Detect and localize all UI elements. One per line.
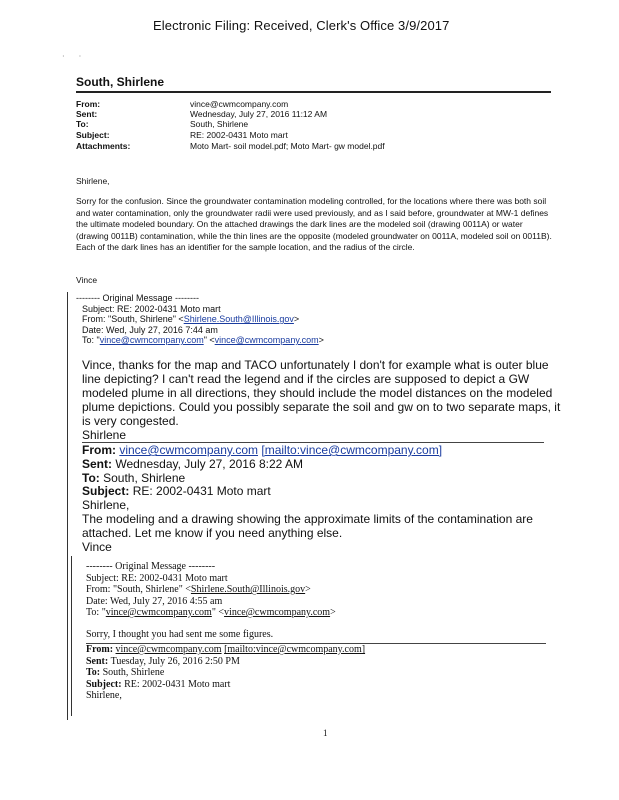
quote-from: From: "South, Shirlene" <Shirlene.South@Illinois.gov>: [86, 584, 311, 595]
quote-subject: Subject: RE: 2002-0431 Moto mart: [82, 303, 221, 314]
quote-bar-outer: [67, 292, 68, 720]
email-link[interactable]: vince@cwmcompany.com: [214, 335, 319, 345]
header-rule: [76, 91, 551, 93]
quote-subject: Subject: RE: 2002-0431 Moto mart: [86, 572, 228, 584]
quote-date: Date: Wed, July 27, 2016 4:55 am: [86, 595, 223, 607]
sent-label: Sent:: [76, 109, 98, 119]
page-number: 1: [323, 728, 328, 738]
to-value: South, Shirlene: [190, 119, 249, 129]
email-link[interactable]: vince@cwmcompany.com: [224, 607, 331, 618]
mailto-link[interactable]: [mailto:vince@cwmcompany.com]: [261, 443, 443, 457]
message-body: Vince, thanks for the map and TACO unfortunately I don't for example what is outer blue line depicting? I can't read the legend and if the circles are supposed to depict a GW modeled plume in all directions, they should include the model distances on the modeled plume depictions. Could you possibly separate the soil and gw on to two separate maps, it is very congested.: [82, 358, 561, 428]
email-link[interactable]: vince@cwmcompany.com: [105, 607, 212, 618]
quoted-message-2: [86, 561, 566, 702]
sent-value: Wednesday, July 27, 2016 11:12 AM: [190, 109, 328, 119]
to-label: To:: [76, 119, 89, 129]
signoff: Vince: [76, 275, 98, 285]
quote-to: To: "vince@cwmcompany.com" <vince@cwmcompany.com>: [82, 335, 324, 345]
from-label: From:: [76, 99, 101, 109]
reply-greeting: Shirlene,: [86, 690, 122, 701]
attachments-label: Attachments:: [76, 141, 131, 151]
quoted-message-1: [76, 293, 324, 346]
reply-from: From: vince@cwmcompany.com [mailto:vince@cwmcompany.com]: [82, 443, 443, 457]
quote-to: To: "vince@cwmcompany.com" <vince@cwmcompany.com>: [86, 607, 336, 618]
reply-subject: Subject: RE: 2002-0431 Moto mart: [86, 678, 231, 690]
email-link[interactable]: vince@cwmcompany.com: [119, 443, 259, 457]
quote-divider: -------- Original Message --------: [76, 293, 199, 303]
attachments-value: Moto Mart- soil model.pdf; Moto Mart- gw model.pdf: [190, 141, 385, 151]
subject-label: Subject:: [76, 130, 110, 140]
reply-to: To: South, Shirlene: [82, 470, 186, 485]
reply-greeting: Shirlene,: [82, 498, 130, 513]
reply-sent: Sent: Tuesday, July 26, 2016 2:50 PM: [86, 655, 240, 667]
subject-value: RE: 2002-0431 Moto mart: [190, 130, 288, 140]
reply-from: From: vince@cwmcompany.com [mailto:vince@cwmcompany.com]: [86, 644, 366, 655]
body-paragraph: Sorry for the confusion. Since the groundwater contamination modeling controlled, for the locations where there was both soil and water contamination, only the groundwater radii were used previously, and as I said before, groundwater at MW-1 defines the ultimate modeled boundary. On the attached drawings the dark lines are the modeled soil (drawing 0011A) or water (drawing 0011B) contamination, while the thin lines are the opposite (modeled groundwater on 0011A, modeled soil on 0011B). Each of the dark lines has an identifier for the sample location, and the radius of the circle.: [76, 196, 552, 252]
email-link[interactable]: vince@cwmcompany.com: [99, 335, 204, 345]
quote-message: Sorry, I thought you had sent me some figures.: [86, 628, 274, 640]
quote-date: Date: Wed, July 27, 2016 7:44 am: [82, 324, 218, 335]
quote-divider: -------- Original Message --------: [86, 561, 216, 572]
email-link[interactable]: Shirlene.South@Illinois.gov: [190, 584, 306, 595]
email-link[interactable]: vince@cwmcompany.com: [115, 644, 222, 655]
quote-from: From: "South, Shirlene" <Shirlene.South@Illinois.gov>: [82, 314, 300, 324]
shirlene-message: [82, 358, 562, 442]
quote-bar-inner: [71, 556, 72, 716]
mailto-link[interactable]: [mailto:vince@cwmcompany.com]: [224, 644, 366, 655]
reply-subject: Subject: RE: 2002-0431 Moto mart: [82, 484, 271, 499]
message-sign: Shirlene: [82, 428, 127, 442]
scan-marks: · ·: [62, 52, 82, 61]
reply-sign: Vince: [82, 539, 112, 554]
filing-stamp: Electronic Filing: Received, Clerk's Office 3/9/2017: [153, 18, 450, 33]
greeting: Shirlene,: [76, 176, 110, 186]
sender-name: South, Shirlene: [76, 75, 165, 89]
reply-body: The modeling and a drawing showing the approximate limits of the contamination are attached. Let me know if you need anything else.: [82, 511, 533, 540]
reply-to: To: South, Shirlene: [86, 667, 165, 678]
from-value: vince@cwmcompany.com: [190, 99, 289, 109]
reply-message-2: [82, 444, 562, 554]
email-link[interactable]: Shirlene.South@Illinois.gov: [183, 314, 294, 324]
reply-sent: Sent: Wednesday, July 27, 2016 8:22 AM: [82, 456, 304, 471]
